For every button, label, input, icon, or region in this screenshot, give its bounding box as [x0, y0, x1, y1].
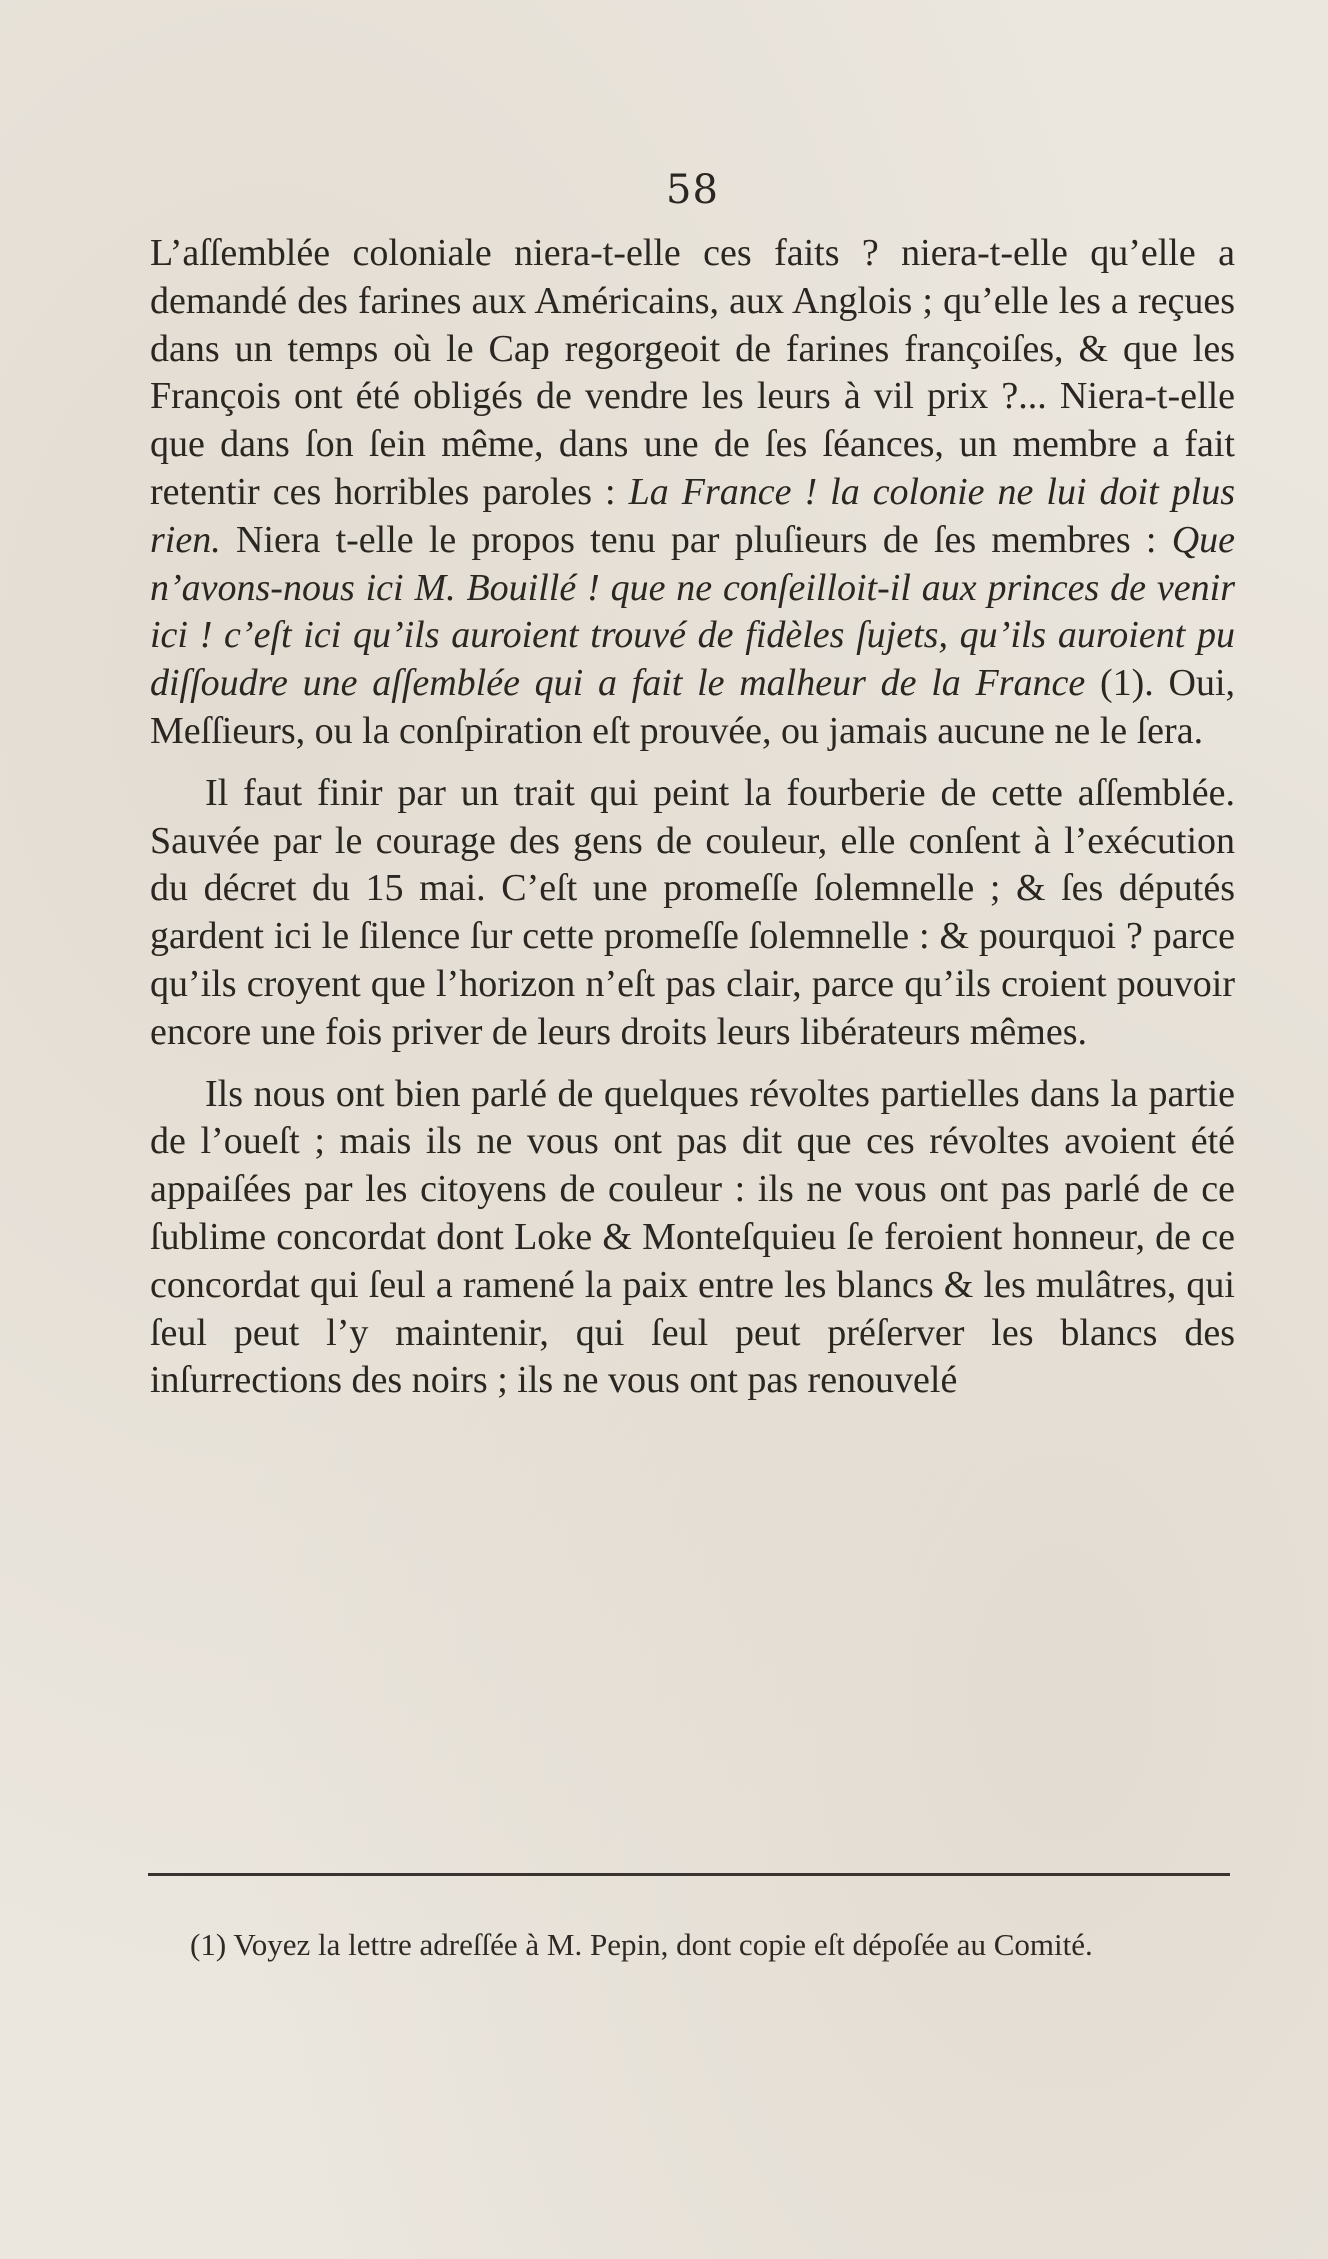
footnote-reference: (1).: [1085, 662, 1169, 705]
footnote: (1) Voyez la lettre adreſſée à M. Pepin, dont copie eſt dépoſée au Comité.: [190, 1927, 1093, 1962]
paragraph-1: [150, 230, 1235, 756]
main-text: [150, 167, 1235, 1405]
paragraph-2: Il faut finir par un trait qui peint la fourberie de cette aſſemblée. Sauvée par le courage des gens de couleur, elle conſent à l’exécution du décret du 15 mai. C’eſt une promeſſe ſolemnelle ; & ſes députés gardent ici le ſilence ſur cette promeſſe ſolemnelle : & pourquoi ? parce qu’ils croyent que l’horizon n’eſt pas clair, parce qu’ils croient pouvoir encore une fois priver de leurs droits leurs libérateurs mêmes.: [150, 771, 1235, 1053]
paragraph-1-ending: Oui, Meſſieurs, ou la conſpiration eſt prouvée, ou jamais aucune ne le ſera.: [150, 662, 1235, 752]
footnote-divider: [148, 1873, 1230, 1876]
paragraph-1-intro: L’aſſemblée coloniale niera-t-elle ces faits ? niera-t-elle qu’elle a demandé des farines aux Américains, aux Anglois ; qu’elle les a reçues dans un temps où le Cap regorgeoit de farines françoiſes, & que les François ont été obligés de vendre les leurs à vil prix ?... Niera-t-elle que dans ſon ſein même, dans une de ſes ſéances, un membre a fait retentir ces horribles paroles :: [150, 232, 1235, 513]
page-number: 58: [666, 167, 719, 213]
paragraph-1-quote-2: Que n’avons-nous ici M. Bouillé ! que ne conſeilloit-il aux princes de venir ici ! c’eſt ici qu’ils auroient trouvé de fidèles ſujets, qu’ils auroient pu diſſoudre une aſſemblée qui a fait le malheur de la France: [150, 518, 1235, 705]
paragraph-1-quote-1: La France ! la colonie ne lui doit plus rien.: [150, 470, 1235, 561]
paragraph-3: Ils nous ont bien parlé de quelques révoltes partielles dans la partie de l’oueſt ; mais ils ne vous ont pas dit que ces révoltes avoient été appaiſées par les citoyens de couleur : ils ne vous ont pas parlé de ce ſublime concordat dont Loke & Monteſquieu ſe feroient honneur, de ce concordat qui ſeul a ramené la paix entre les blancs & les mulâtres, qui ſeul peut l’y maintenir, qui ſeul peut préſerver les blancs des inſurrections des noirs ; ils ne vous ont pas renouvelé: [150, 1072, 1235, 1402]
paragraph-1-middle: Niera t-elle le propos tenu par pluſieurs de ſes membres :: [220, 518, 1172, 561]
